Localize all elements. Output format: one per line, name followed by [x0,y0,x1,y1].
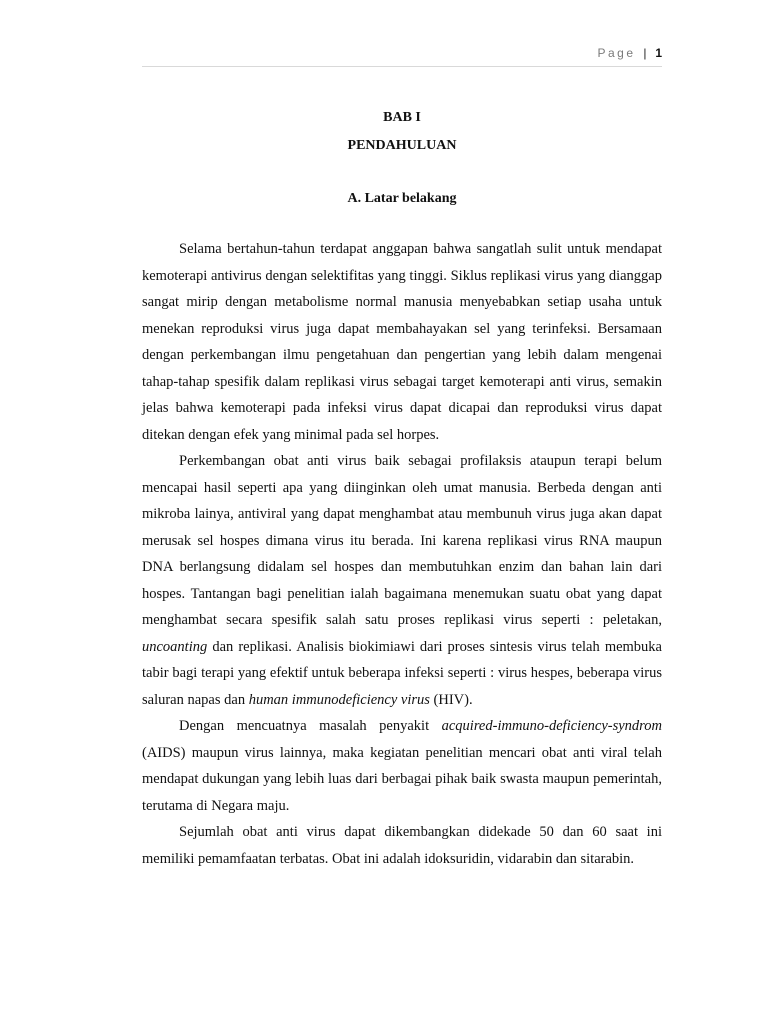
paragraph [142,713,662,819]
paragraph-text: (AIDS) maupun virus lainnya, maka kegiatan penelitian mencari obat anti viral telah mendapat dukungan yang lebih luas dari berbagai pihak baik swasta maupun pemerintah, terutama di Negara maju. [142,744,662,814]
paragraph-text: Sejumlah obat anti virus dapat dikembangkan didekade 50 dan 60 saat ini memiliki pemamfaatan terbatas. Obat ini adalah idoksuridin, vidarabin dan sitarabin. [142,824,662,867]
paragraph-text: (HIV). [429,691,473,708]
chapter-title: PENDAHULUAN [347,138,457,153]
chapter-number: BAB I [383,110,421,125]
italic-term: human immunodeficiency virus [248,691,430,708]
paragraph [142,236,662,448]
page-label: Page [597,46,636,60]
page-separator: | [643,46,647,60]
section-heading: A. Latar belakang [347,191,457,206]
page-number: 1 [655,46,662,60]
paragraph [142,448,662,713]
italic-term: acquired-immuno-deficiency-syndrom [441,718,662,734]
body-text [142,236,662,872]
paragraph-text: dan replikasi. Analisis biokimiawi dari proses sintesis virus telah membuka tabir bagi terapi yang efektif untuk beberapa infeksi seperti : virus hespes, beberapa virus saluran napas dan [142,638,662,708]
paragraph-text: Perkembangan obat anti virus baik sebagai profilaksis ataupun terapi belum mencapai hasil seperti apa yang diinginkan oleh umat manusia. Berbeda dengan anti mikroba lainya, antiviral yang dapat menghambat atau membunuh virus juga akan dapat merusak sel hospes dimana virus itu berada. Ini karena replikasi virus RNA maupun DNA berlangsung didalam sel hospes dan membutuhkan enzim dan bahan lain dari hospes. Tantangan bagi penelitian ialah bagaimana menemukan suatu obat yang dapat menghambat secara spesifik salah satu proses replikasi virus seperti : peletakan, [142,453,662,628]
paragraph-text: Selama bertahun-tahun terdapat anggapan bahwa sangatlah sulit untuk mendapat kemoterapi antivirus dengan selektifitas yang tinggi. Siklus replikasi virus yang dianggap sangat mirip dengan metabolisme normal manusia menyebabkan setiap usaha untuk menekan reproduksi virus juga dapat membahayakan sel yang terinfeksi. Bersamaan dengan perkembangan ilmu pengetahuan dan pengertian yang lebih dalam mengenai tahap-tahap spesifik dalam replikasi virus sebagai target kemoterapi anti virus, semakin jelas bahwa kemoterapi pada infeksi virus dapat dicapai dan reproduksi virus dapat ditekan dengan efek yang minimal pada sel horpes. [142,241,662,443]
page-header [142,46,662,67]
paragraph [142,819,662,872]
italic-term: uncoanting [142,638,208,655]
paragraph-text: Dengan mencuatnya masalah penyakit [179,718,442,734]
